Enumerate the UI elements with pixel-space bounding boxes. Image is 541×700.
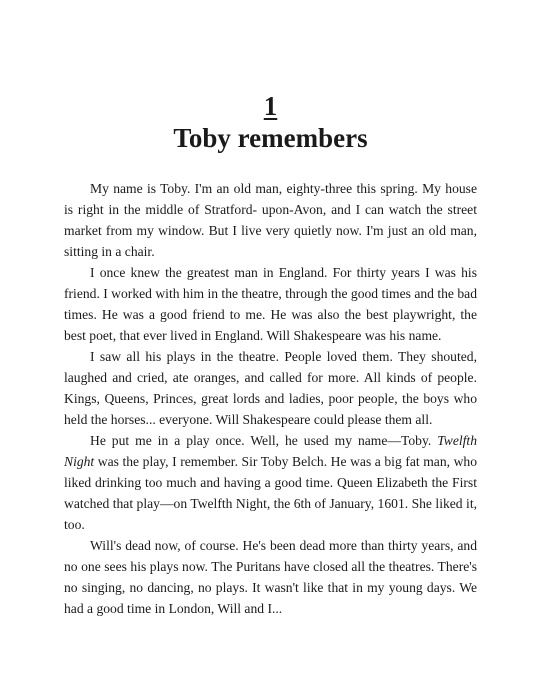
chapter-number	[0, 88, 541, 124]
paragraph-1: My name is Toby. I'm an old man, eighty-three this spring. My house is right in the middle of Stratford- upon-Avon, and I can watch the street market from my window. But I live very quietly now. I'm just an old man, sitting in a chair.	[64, 181, 477, 259]
paragraph-4-before: He put me in a play once. Well, he used my name—Toby.	[90, 433, 438, 448]
chapter-number-text: 1	[263, 91, 278, 121]
paragraph-4	[64, 430, 477, 535]
paragraph-4-after: was the play, I remember. Sir Toby Belch. He was a big fat man, who liked drinking too much and having a good time. Queen Elizabeth the First watched that play—on Twelfth Night, the 6th of January, 1601. She liked it, too.	[64, 454, 477, 532]
chapter-body	[64, 178, 477, 619]
paragraph-5: Will's dead now, of course. He's been dead more than thirty years, and no one sees his plays now. The Puritans have closed all the theatres. There's no singing, no dancing, no plays. It wasn't like that in my young days. We had a good time in London, Will and I...	[64, 538, 477, 616]
play-title-italic: Twelfth Night	[64, 433, 477, 469]
paragraph-3: I saw all his plays in the theatre. People loved them. They shouted, laughed and cried, ate oranges, and called for more. All kinds of people. Kings, Queens, Princes, great lords and ladies, poor people, the boys who held the horses... everyone. Will Shakespeare could please them all.	[64, 349, 477, 427]
chapter-title: Toby remembers	[173, 123, 368, 153]
paragraph-2: I once knew the greatest man in England. For thirty years I was his friend. I worked with him in the theatre, through the good times and the bad times. He was a good friend to me. He was also the best playwright, the best poet, that ever lived in England. Will Shakespeare was his name.	[64, 265, 477, 343]
